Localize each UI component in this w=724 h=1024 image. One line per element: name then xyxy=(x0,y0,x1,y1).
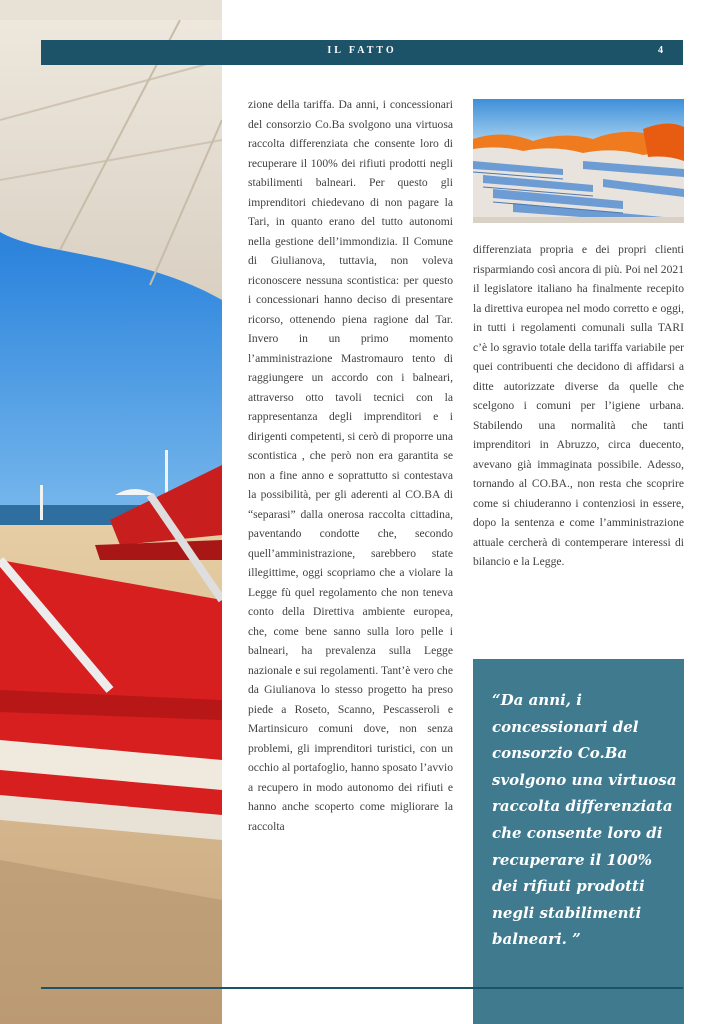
header-bar xyxy=(41,40,683,65)
article-right-column: differenziata propria e dei propri clienti risparmiando così ancora di più. Poi nel 2021 il legislatore italiano ha finalmente recepito la direttiva europea nel modo corretto e oggi, in tutti i regolamenti comunali sulla TARI c’è lo sgravio totale della tariffa variabile per quei contribuenti che decidono di affidarsi a ditte autorizzate diverse da quelle che scelgono i comuni per l’igiene urbana. Stabilendo una normalità che tanti imprenditori in Abruzzo, circa duecento, avevano già immaginata possibile. Adesso, tornando al CO.BA., non resta che scoprire come si chiuderanno i contenziosi in essere, dopo la sentenza e come l’amministrazione attuale cercherà di contemperare interessi di bilancio e la Legge. xyxy=(473,243,684,568)
beach-loungers-photo xyxy=(473,99,684,223)
page-number: 4 xyxy=(658,45,663,56)
section-title: IL FATTO xyxy=(327,45,397,56)
article-main-column: zione della tariffa. Da anni, i concessionari del consorzio Co.Ba svolgono una virtuosa raccolta differenziata che consente loro di recuperare il 100% dei rifiuti prodotti negli stabilimenti balneari. Per questo gli imprenditori chiedevano di non pagare la Tari, in quanto erano del tutto autonomi nella gestione dell’immondizia. Il Comune di Giulianova, tuttavia, non voleva riconoscere nessuna scontistica: per questo i concessionari hanno deciso di presentare ricorso, ottenendo piena ragione dal Tar. Invero in un primo momento l’amministrazione Mastromauro tento di raggiungere un accordo con i balneari, attraverso otto tavoli tecnici con la rappresentanza degli imprenditori e i dirigenti competenti, si cerò di proporre una scontistica , che però non era garantita se non a fine anno e soprattutto si contestava la possibilità, per gli aderenti al CO.BA di “separasi” dalla onerosa raccolta cittadina, paventando condotte che, secondo quell’amministrazione, sarebbero state illegittime, oggi scopriamo che a violare la Legge fù quel regolamento che non teneva conto della Direttiva ambiente europea, che, come bene sanno sulla loro pelle i balneari, ha prevalenza sulla Legge nazionale e sui regolamenti. Tant’è vero che da Giulianova lo stesso progetto ha preso piede a Roseto, Scanno, Pescasseroli e Martinsicuro comuni dove, non senza problemi, gli imprenditori turistici, con un occhio al portafoglio, hanno sposato l’avvio a recupero in modo autonomo dei rifiuti e hanno anche scoperto come migliorare la raccolta xyxy=(248,98,453,833)
pull-quote-box xyxy=(473,659,684,1024)
pull-quote-text: “Da anni, i concessionari del consorzio Co.Ba svolgono una virtuosa raccolta differenziata che consente loro di recuperare il 100% dei rifiuti prodotti negli stabilimenti balneari. ” xyxy=(492,691,677,949)
bottom-divider xyxy=(41,987,683,989)
beach-umbrella-photo xyxy=(0,0,222,1024)
